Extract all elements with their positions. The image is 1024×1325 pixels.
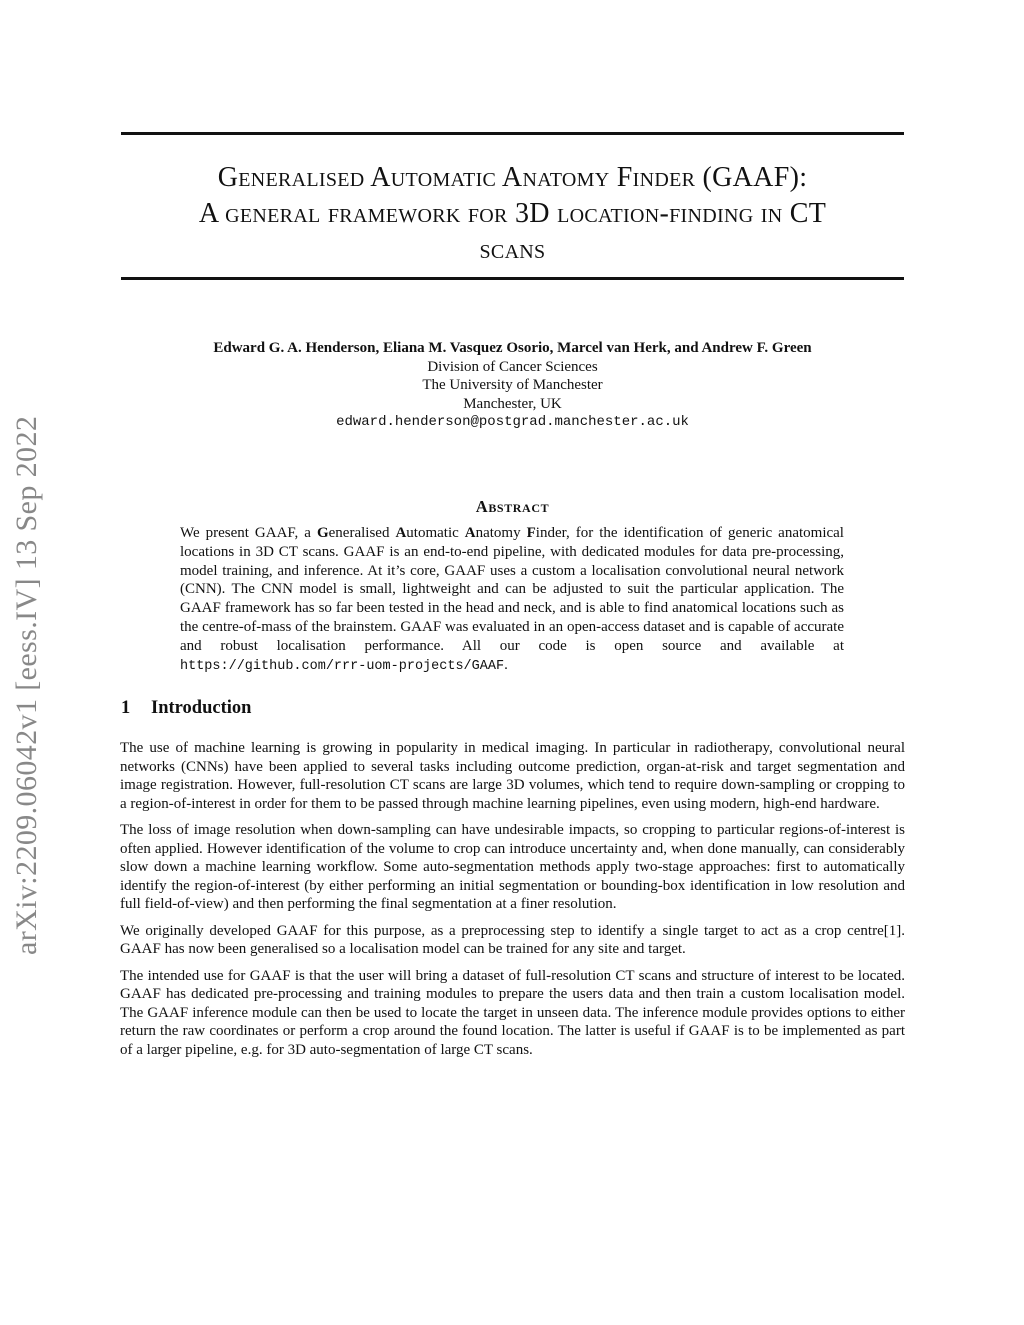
title-line-1: Generalised Automatic Anatomy Finder (GAAF): [217,162,808,193]
title-rule-bottom [121,277,904,280]
acronym-g: G [316,525,329,541]
paper-title [121,160,904,268]
title-line-3: scans [479,234,546,265]
abstract-text [180,524,844,676]
introduction-body [120,739,905,1067]
abstract-heading: Abstract [475,497,550,516]
abstract-end: . [504,656,508,673]
acronym-f: F [526,525,536,541]
acronym-a1: A [395,525,407,541]
author-email[interactable]: edward.henderson@postgrad.manchester.ac.uk [336,414,689,430]
paragraph: The intended use for GAAF is that the user will bring a dataset of full-resolution CT scans and structure of interest to be located. GAAF has dedicated pre-processing and training modules to prepare the users data and then train a custom localisation model. The GAAF inference module can then be used to locate the target in unseen data. The inference module provides options to either return the raw coordinates or perform a crop around the found location. The latter is useful if GAAF is to be implemented as part of a larger pipeline, e.g. for 3D auto-segmentation of large CT scans. [120,967,905,1058]
acronym-rest: eneralised [328,525,396,541]
paragraph: The loss of image resolution when down-sampling can have undesirable impacts, so cropping to particular regions-of-interest is often applied. However identification of the volume to crop can introduce uncertainty and, when done manually, can considerably slow down a machine learning workflow. Some auto-segmentation methods apply two-stage approaches: first to automatically identify the region-of-interest (by either performing an initial segmentation or bounding-box identification in low resolution and full field-of-view) and then performing the final segmentation at a finer resolution. [120,822,905,912]
abstract-body: , for the identification of generic anatomical locations in 3D CT scans. GAAF is an end-to-end pipeline, with dedicated modules for data pre-processing, model training, and inference. At it’s core, GAAF uses a custom a localisation convolutional neural network (CNN). The CNN model is small, lightweight and can be adjusted to suit the particular application. The GAAF framework has so far been tested in the head and neck, and is able to find anatomical locations such as the centre-of-mass of the brainstem. GAAF was evaluated in an open-access dataset and is capable of accurate and robust localisation performance. All our code is open source and available at [180,525,844,654]
title-rule-top [121,132,904,135]
author-university: The University of Manchester [422,377,603,393]
author-location: Manchester, UK [463,395,562,412]
paragraph: The use of machine learning is growing in popularity in medical imaging. In particular in radiotherapy, convolutional neural networks (CNNs) have been applied to several tasks including outcome prediction, organ-at-risk and target segmentation and image registration. However, full-resolution CT scans are large 3D volumes, which tend to require down-sampling or cropping to a region-of-interest in order for them to be passed through machine learning pipelines, even using modern, high-end hardware. [120,740,905,812]
arxiv-stamp: arXiv:2209.06042v1 [eess.IV] 13 Sep 2022 [10,415,43,955]
section-number: 1 [121,698,131,718]
section-heading-introduction [121,698,251,719]
acronym-rest: natomy [475,525,527,541]
author-names: Edward G. A. Henderson, Eliana M. Vasquez Osorio, Marcel van Herk, and Andrew F. Green [213,340,812,356]
acronym-rest: utomatic [406,525,465,541]
section-title: Introduction [151,698,252,718]
paragraph: We originally developed GAAF for this purpose, as a preprocessing step to identify a single target to act as a crop centre[1]. GAAF has now been generalised so a localisation model can be trained for any site and target. [120,922,905,957]
github-link[interactable]: https://github.com/rrr-uom-projects/GAAF [180,658,505,674]
author-block [121,339,904,432]
title-line-2: A general framework for 3D location-finding in CT [198,198,827,229]
acronym-a2: A [464,525,476,541]
acronym-rest: inder [535,525,567,541]
abstract-intro: We present GAAF, a [180,525,317,541]
author-division: Division of Cancer Sciences [427,358,598,375]
